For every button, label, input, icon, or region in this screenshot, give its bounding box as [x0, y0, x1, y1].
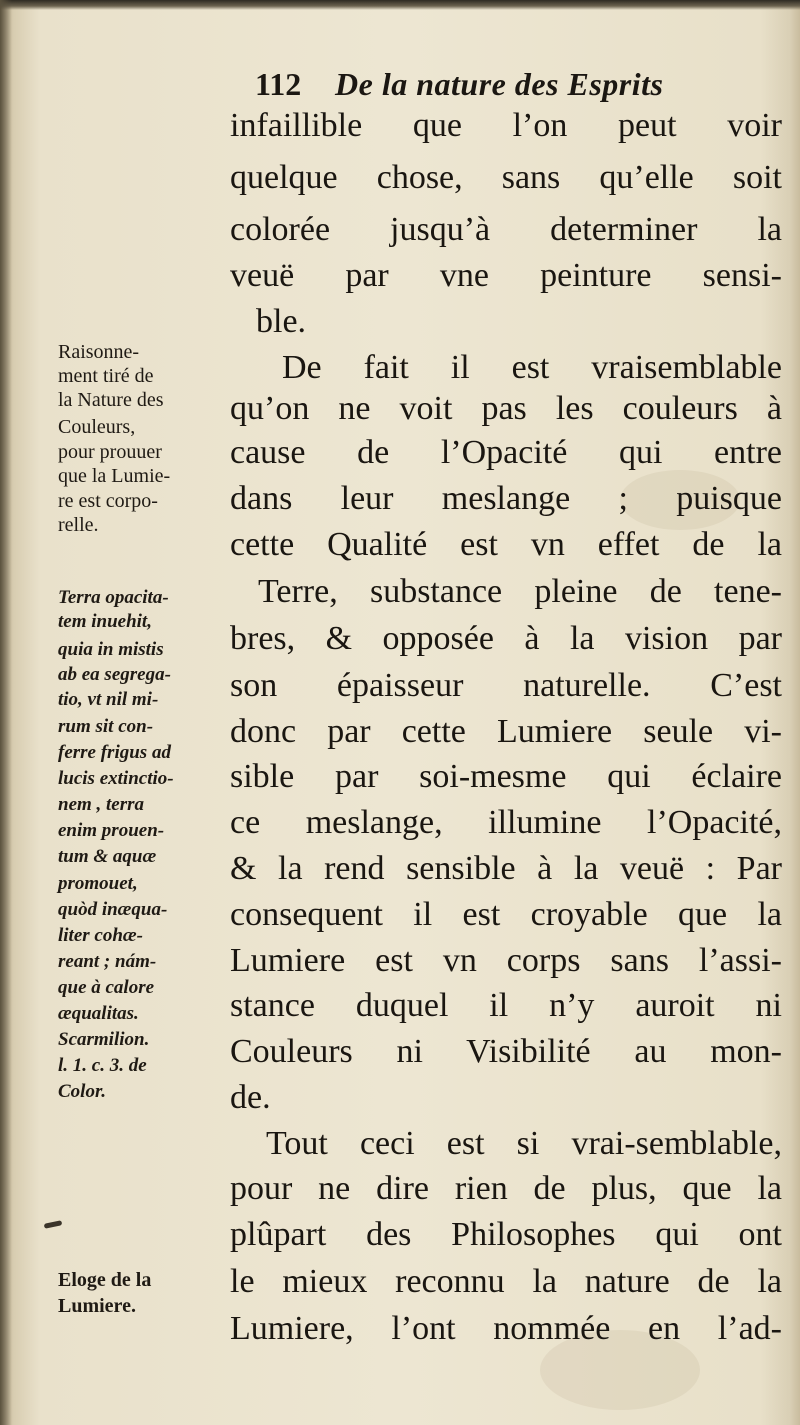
margin-note-latin-line: ferre frigus ad	[58, 742, 171, 763]
margin-note-line: que la Lumie-	[58, 465, 171, 487]
text-line: Couleurs ni Visibilité au mon-	[230, 1033, 782, 1070]
margin-note-latin-line: promouet,	[58, 873, 138, 894]
margin-note-line: Lumiere.	[58, 1295, 136, 1317]
text-line: donc par cette Lumiere seule vi-	[230, 713, 782, 750]
text-line: dans leur meslange ; puisque	[230, 480, 782, 517]
text-line: son épaisseur naturelle. C’est	[230, 667, 782, 704]
text-line: le mieux reconnu la nature de la	[230, 1263, 782, 1300]
margin-note-latin-line: lucis extinctio-	[58, 768, 174, 789]
margin-note-latin-line: quòd inæqua-	[58, 899, 168, 920]
text-line: consequent il est croyable que la	[230, 896, 782, 933]
text-line: cause de l’Opacité qui entre	[230, 434, 782, 471]
margin-note-line: pour prouuer	[58, 441, 162, 463]
margin-note-latin-line: tio, vt nil mi-	[58, 689, 159, 710]
gutter-shadow	[0, 0, 12, 1425]
margin-note-line: relle.	[58, 514, 99, 536]
page-number: 112	[255, 66, 302, 102]
text-line: bres, & opposée à la vision par	[230, 620, 782, 657]
margin-note-line: Eloge de la	[58, 1269, 152, 1291]
text-line: qu’on ne voit pas les couleurs à	[230, 390, 782, 427]
margin-note-line: Couleurs,	[58, 416, 136, 438]
margin-note-latin-line: Color.	[58, 1081, 107, 1102]
text-line: De fait il est vraisemblable	[282, 349, 782, 386]
margin-note-latin-line: tem inuehit,	[58, 611, 152, 632]
margin-note-latin-line: nem , terra	[58, 794, 145, 815]
margin-note-line: ment tiré de	[58, 365, 154, 387]
text-line: Lumiere, l’ont nommée en l’ad-	[230, 1310, 782, 1347]
margin-note-latin-line: que à calore	[58, 977, 155, 998]
text-line: Lumiere est vn corps sans l’assi-	[230, 942, 782, 979]
margin-note-latin-line: Terra opacita-	[58, 587, 169, 608]
margin-note-latin-line: quia in mistis	[58, 639, 164, 660]
margin-note-latin-line: enim prouen-	[58, 820, 165, 841]
text-line: Terre, substance pleine de tene-	[258, 573, 782, 610]
text-line: ce meslange, illumine l’Opacité,	[230, 804, 782, 841]
running-head: De la nature des Esprits	[335, 66, 664, 102]
margin-note-latin-line: rum sit con-	[58, 716, 154, 737]
margin-note-latin-line: reant ; nám-	[58, 951, 157, 972]
text-line: quelque chose, sans qu’elle soit	[230, 159, 782, 196]
ornament-dash	[44, 1220, 63, 1229]
text-line: cette Qualité est vn effet de la	[230, 526, 782, 563]
text-line: colorée jusqu’à determiner la	[230, 211, 782, 248]
text-line: sible par soi-mesme qui éclaire	[230, 758, 782, 795]
text-line: & la rend sensible à la veuë : Par	[230, 850, 782, 887]
margin-note-latin-line: ab ea segrega-	[58, 664, 171, 685]
margin-note-latin-line: tum & aquæ	[58, 846, 157, 867]
margin-note-line: la Nature des	[58, 389, 164, 411]
text-line: plûpart des Philosophes qui ont	[230, 1216, 782, 1253]
text-line: veuë par vne peinture sensi-	[230, 257, 782, 294]
text-line: de.	[230, 1079, 271, 1116]
text-line: Tout ceci est si vrai-semblable,	[266, 1125, 782, 1162]
margin-note-latin-line: liter cohæ-	[58, 925, 143, 946]
text-line: pour ne dire rien de plus, que la	[230, 1170, 782, 1207]
text-line: infaillible que l’on peut voir	[230, 107, 782, 144]
text-line: ble.	[256, 303, 307, 340]
text-line: stance duquel il n’y auroit ni	[230, 987, 782, 1024]
margin-note-line: Raisonne-	[58, 341, 140, 363]
margin-note-latin-line: l. 1. c. 3. de	[58, 1055, 147, 1076]
margin-note-latin-line: Scarmilion.	[58, 1029, 150, 1050]
margin-note-latin-line: æqualitas.	[58, 1003, 139, 1024]
margin-note-line: re est corpo-	[58, 490, 158, 512]
